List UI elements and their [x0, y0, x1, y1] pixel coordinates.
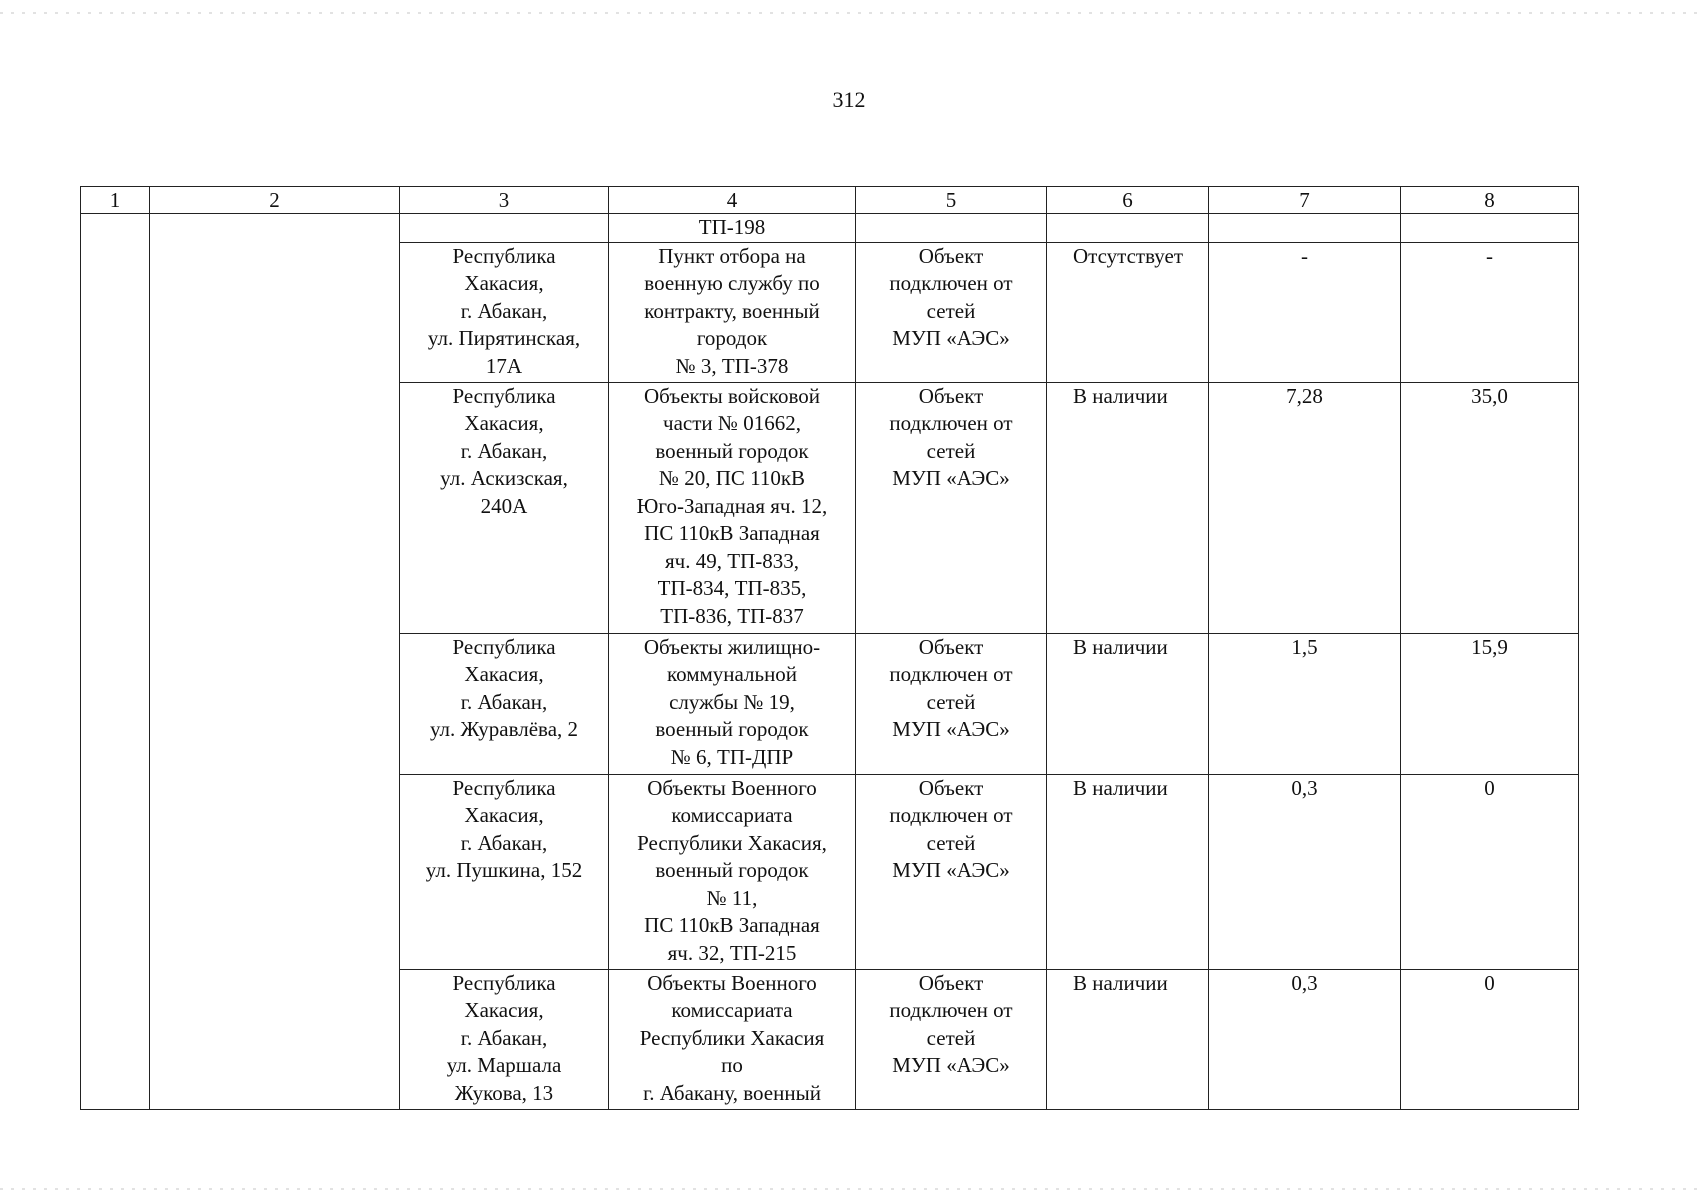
column-number-1: 1	[81, 187, 150, 214]
cell-col7: -	[1209, 242, 1401, 382]
column-number-8: 8	[1401, 187, 1579, 214]
cell-object: Объекты Военного комиссариата Республики Хакасия, военный городок № 11, ПС 110кВ Западная яч. 32, ТП-215	[609, 774, 856, 969]
cell-connection: Объект подключен от сетей МУП «АЭС»	[856, 242, 1047, 382]
scan-noise-bottom	[0, 1188, 1698, 1190]
cell-object: Пункт отбора на военную службу по контракту, военный городок № 3, ТП-378	[609, 242, 856, 382]
cell-object: Объекты жилищно- коммунальной службы № 19, военный городок № 6, ТП-ДПР	[609, 633, 856, 774]
cell-col2-blank	[150, 214, 400, 1110]
document-table	[80, 186, 1579, 1110]
cell-col1-blank	[81, 214, 150, 1110]
cell-object-continuation: ТП-198	[609, 214, 856, 243]
cell-connection: Объект подключен от сетей МУП «АЭС»	[856, 382, 1047, 633]
cell-col8: 0	[1401, 774, 1579, 969]
cell-address: Республика Хакасия, г. Абакан, ул. Маршала Жукова, 13	[400, 969, 609, 1109]
cell-blank	[1209, 214, 1401, 243]
cell-availability: В наличии	[1047, 382, 1209, 633]
cell-object: Объекты Военного комиссариата Республики Хакасия по г. Абакану, военный	[609, 969, 856, 1109]
cell-col7: 0,3	[1209, 774, 1401, 969]
cell-address: Республика Хакасия, г. Абакан, ул. Пушкина, 152	[400, 774, 609, 969]
column-number-5: 5	[856, 187, 1047, 214]
column-number-6: 6	[1047, 187, 1209, 214]
cell-connection: Объект подключен от сетей МУП «АЭС»	[856, 969, 1047, 1109]
cell-address: Республика Хакасия, г. Абакан, ул. Журавлёва, 2	[400, 633, 609, 774]
table-header-row	[81, 187, 1579, 214]
column-number-2: 2	[150, 187, 400, 214]
column-number-3: 3	[400, 187, 609, 214]
cell-blank	[1047, 214, 1209, 243]
cell-col7: 1,5	[1209, 633, 1401, 774]
cell-col7: 0,3	[1209, 969, 1401, 1109]
cell-availability: В наличии	[1047, 774, 1209, 969]
cell-col7: 7,28	[1209, 382, 1401, 633]
cell-availability: В наличии	[1047, 969, 1209, 1109]
table-row	[81, 214, 1579, 243]
cell-blank	[1401, 214, 1579, 243]
page-number: 312	[832, 87, 866, 112]
cell-col8: 15,9	[1401, 633, 1579, 774]
column-number-4: 4	[609, 187, 856, 214]
cell-connection: Объект подключен от сетей МУП «АЭС»	[856, 774, 1047, 969]
cell-object: Объекты войсковой части № 01662, военный городок № 20, ПС 110кВ Юго-Западная яч. 12, ПС 110кВ Западная яч. 49, ТП-833, ТП-834, ТП-835, ТП-836, ТП-837	[609, 382, 856, 633]
cell-col8: 35,0	[1401, 382, 1579, 633]
cell-availability: В наличии	[1047, 633, 1209, 774]
cell-address: Республика Хакасия, г. Абакан, ул. Аскизская, 240А	[400, 382, 609, 633]
column-number-7: 7	[1209, 187, 1401, 214]
cell-address: Республика Хакасия, г. Абакан, ул. Пирятинская, 17А	[400, 242, 609, 382]
cell-blank	[400, 214, 609, 243]
cell-blank	[856, 214, 1047, 243]
cell-col8: 0	[1401, 969, 1579, 1109]
scan-noise-top	[0, 12, 1698, 14]
cell-col8: -	[1401, 242, 1579, 382]
cell-availability: Отсутствует	[1047, 242, 1209, 382]
cell-connection: Объект подключен от сетей МУП «АЭС»	[856, 633, 1047, 774]
